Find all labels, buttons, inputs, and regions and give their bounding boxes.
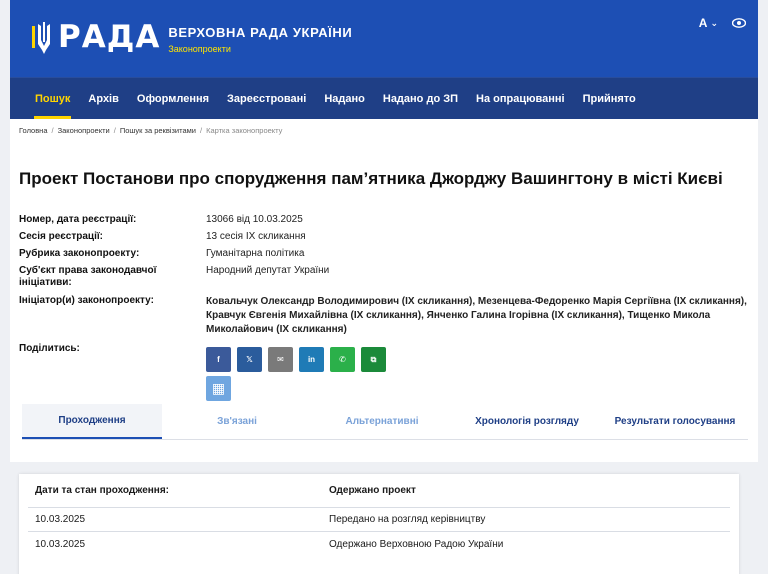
- site-title: ВЕРХОВНА РАДА УКРАЇНИ: [168, 25, 353, 40]
- table-row: [28, 508, 730, 532]
- linkedin-icon: in: [307, 355, 316, 364]
- table-row: [28, 532, 730, 556]
- tab-voting-results[interactable]: Результати голосування: [614, 416, 736, 427]
- nav-adopted[interactable]: Прийнято: [582, 92, 636, 105]
- table-header: [28, 474, 730, 508]
- tab-chronology[interactable]: Хронологія розгляду: [475, 416, 579, 427]
- session-value: 13 сесія IX скликання: [206, 231, 306, 242]
- x-icon: 𝕏: [246, 355, 253, 364]
- rubric-value: Гуманітарна політика: [206, 248, 305, 259]
- breadcrumb-search[interactable]: Пошук за реквізитами: [119, 126, 196, 135]
- whatsapp-share-button[interactable]: [330, 347, 355, 372]
- registration-label: Номер, дата реєстрації:: [19, 214, 137, 225]
- nav-archive[interactable]: Архів: [88, 92, 119, 105]
- breadcrumb-bills[interactable]: Законопроекти: [57, 126, 110, 135]
- email-share-button[interactable]: [268, 347, 293, 372]
- bill-info: [19, 214, 749, 355]
- breadcrumb-separator: /: [51, 126, 54, 135]
- nav-drafting[interactable]: Оформлення: [136, 92, 210, 105]
- eye-icon[interactable]: [732, 18, 746, 28]
- page-title: Проект Постанови про спорудження пам’ятника Джорджу Вашингтону в місті Києві: [19, 169, 723, 188]
- trident-icon: [32, 20, 54, 54]
- facebook-icon: f: [217, 355, 220, 364]
- logo-text: [168, 25, 352, 54]
- tab-alternatives[interactable]: Альтернативні: [345, 416, 419, 427]
- info-row-subject: [19, 265, 749, 295]
- registration-value: 13066 від 10.03.2025: [206, 214, 303, 225]
- tab-passage[interactable]: Проходження: [22, 404, 162, 439]
- brand-wordmark: РАДА: [58, 19, 161, 55]
- breadcrumb-separator: /: [113, 126, 116, 135]
- mail-icon: ✉: [277, 355, 284, 364]
- whatsapp-icon: ✆: [339, 355, 346, 364]
- nav-provided[interactable]: Надано: [324, 92, 365, 105]
- breadcrumb: [10, 119, 758, 139]
- info-row-registration: [19, 214, 749, 231]
- breadcrumb-current: Картка законопроекту: [206, 126, 283, 135]
- share-label: Поділитись:: [19, 343, 80, 354]
- breadcrumb-separator: /: [199, 126, 203, 135]
- site-header: [10, 0, 758, 77]
- row-date: 10.03.2025: [35, 538, 86, 550]
- breadcrumb-home[interactable]: Головна: [19, 126, 48, 135]
- share-buttons: [206, 347, 386, 401]
- info-row-initiators: [19, 295, 749, 343]
- bill-tabs: [22, 404, 748, 440]
- nav-provided-zp[interactable]: Надано до ЗП: [382, 92, 459, 105]
- site-logo[interactable]: [32, 20, 352, 54]
- tab-related[interactable]: Зв'язані: [217, 416, 257, 427]
- main-nav: [10, 77, 758, 119]
- session-label: Сесія реєстрації:: [19, 231, 103, 242]
- qr-code-icon: ▦: [211, 380, 226, 396]
- row-status: Передано на розгляд керівництву: [329, 514, 486, 525]
- site-subtitle: Законопроекти: [168, 44, 231, 54]
- twitter-share-button[interactable]: [237, 347, 262, 372]
- linkedin-share-button[interactable]: [299, 347, 324, 372]
- chevron-down-icon: ⌄: [710, 17, 718, 28]
- subject-label: Суб'єкт права законодавчої ініціативи:: [19, 265, 157, 288]
- passage-section: [10, 462, 758, 574]
- facebook-share-button[interactable]: [206, 347, 231, 372]
- page: [10, 0, 758, 574]
- rubric-label: Рубрика законопроекту:: [19, 248, 140, 259]
- column-header-dates: Дати та стан проходження:: [35, 485, 169, 496]
- initiator-value: Ковальчук Олександр Володимирович (IX скликання), Мезенцева-Федоренко Марія Сергіївна (IX скликання), Кравчук Євгенія Михайлівна (IX скликання), Янченко Галина Ігорівна (IX скликання), Тищенко Микола Миколайович (IX скликання): [206, 296, 747, 335]
- info-row-rubric: [19, 248, 749, 265]
- passage-table: [19, 474, 739, 574]
- nav-registered[interactable]: Зареєстровані: [227, 92, 307, 105]
- nav-search[interactable]: Пошук: [26, 78, 79, 119]
- info-row-session: [19, 231, 749, 248]
- copy-link-button[interactable]: [361, 347, 386, 372]
- subject-value: Народний депутат України: [206, 265, 330, 276]
- font-size-button[interactable]: [699, 16, 718, 30]
- header-tools: [699, 16, 746, 30]
- nav-in-progress[interactable]: На опрацюванні: [476, 92, 565, 105]
- row-date: 10.03.2025: [35, 514, 86, 525]
- copy-icon: ⧉: [370, 354, 377, 364]
- initiator-label: Ініціатор(и) законопроекту:: [19, 295, 154, 306]
- column-header-status: Одержано проект: [329, 485, 416, 496]
- qr-code-button[interactable]: [206, 376, 231, 401]
- font-size-label: A: [698, 16, 708, 30]
- row-status: Одержано Верховною Радою України: [329, 538, 504, 550]
